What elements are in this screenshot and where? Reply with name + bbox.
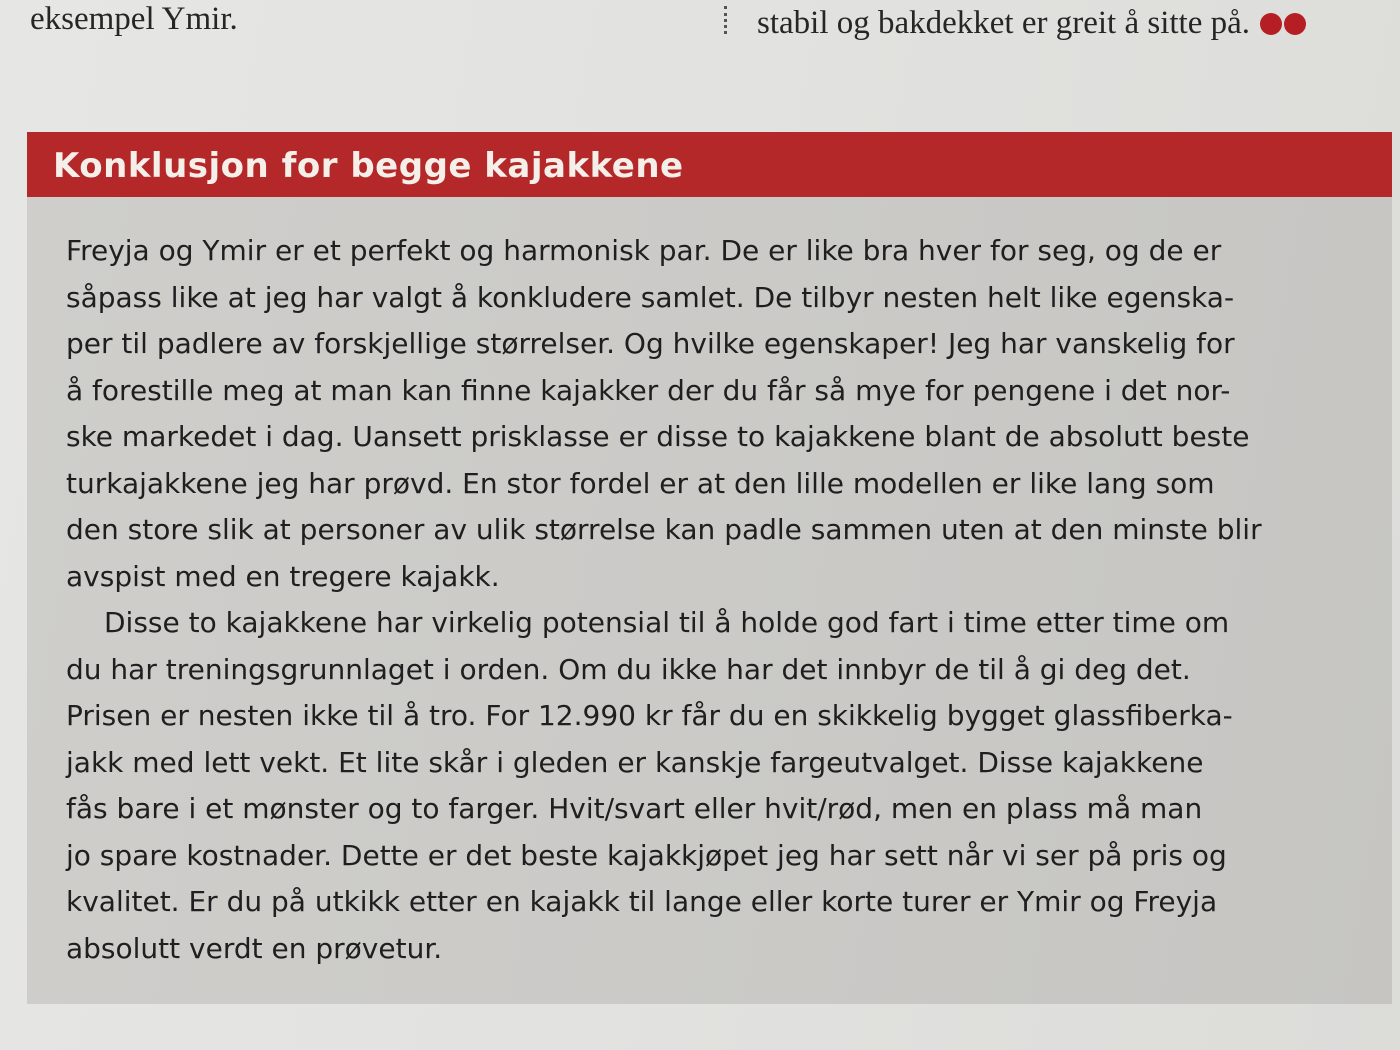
previous-column-end-text: eksempel Ymir. bbox=[30, 1, 238, 37]
body-line: jakk med lett vekt. Et lite skår i gleden er kanskje fargeutvalget. Disse kajakkene bbox=[66, 745, 1204, 779]
body-line: såpass like at jeg har valgt å konkludere samlet. De tilbyr nesten helt like egenska- bbox=[66, 280, 1235, 314]
body-line: ske markedet i dag. Uansett prisklasse er disse to kajakkene blant de absolutt beste bbox=[66, 420, 1250, 453]
conclusion-body bbox=[66, 228, 1366, 972]
red-double-dot-icon bbox=[1260, 6, 1308, 44]
body-line: turkajakkene jeg har prøvd. En stor fordel er at den lille modellen er like lang som bbox=[66, 466, 1215, 500]
previous-column-end-sentence: stabil og bakdekket er greit å sitte på. bbox=[757, 5, 1251, 41]
body-line: du har treningsgrunnlaget i orden. Om du ikke har det innbyr de til å gi deg det. bbox=[66, 652, 1191, 686]
body-line: jo spare kostnader. Dette er det beste kajakkjøpet jeg har sett når vi ser på pris og bbox=[66, 838, 1227, 872]
conclusion-box bbox=[27, 132, 1392, 1004]
conclusion-title: Konklusjon for begge kajakkene bbox=[53, 146, 684, 186]
conclusion-header-bar bbox=[27, 132, 1392, 197]
body-line: fås bare i et mønster og to farger. Hvit/svart eller hvit/rød, men en plass må man bbox=[66, 792, 1203, 825]
body-line: den store slik at personer av ulik størrelse kan padle sammen uten at den minste blir bbox=[66, 513, 1262, 546]
body-line: Prisen er nesten ikke til å tro. For 12.990 kr får du en skikkelig bygget glassfiberka- bbox=[66, 699, 1233, 732]
body-line: å forestille meg at man kan finne kajakker der du får så mye for pengene i det nor- bbox=[66, 373, 1231, 407]
body-line: Disse to kajakkene har virkelig potensial til å holde god fart i time etter time om bbox=[104, 606, 1230, 639]
body-line: avspist med en tregere kajakk. bbox=[66, 559, 500, 593]
body-line: per til padlere av forskjellige størrelser. Og hvilke egenskaper! Jeg har vanskelig for bbox=[66, 327, 1235, 360]
previous-column-end-text-right bbox=[757, 4, 1308, 44]
body-line: Freyja og Ymir er et perfekt og harmonisk par. De er like bra hver for seg, og de er bbox=[66, 234, 1222, 267]
body-line: kvalitet. Er du på utkikk etter en kajakk til lange eller korte turer er Ymir og Freyja bbox=[66, 885, 1218, 918]
body-line: absolutt verdt en prøvetur. bbox=[66, 931, 443, 965]
column-divider bbox=[724, 6, 727, 34]
